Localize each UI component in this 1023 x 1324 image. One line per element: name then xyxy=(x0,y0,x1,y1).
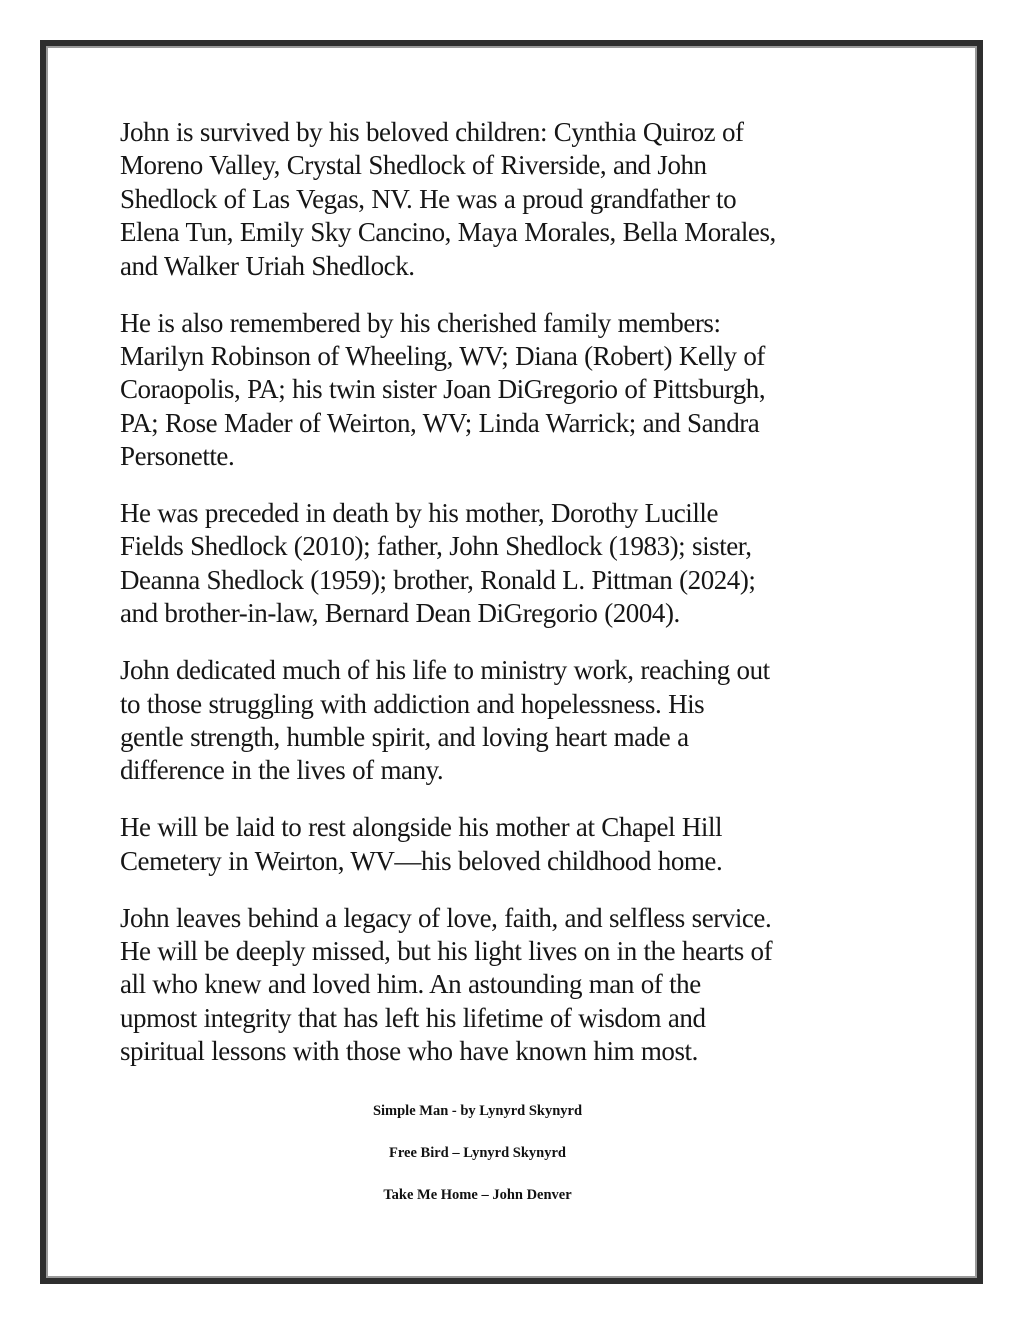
song-list xyxy=(6,1102,949,1228)
text-line: difference in the lives of many. xyxy=(120,755,444,786)
paragraph-preceded-in-death xyxy=(120,497,910,631)
song-item-take-me-home: Take Me Home – John Denver xyxy=(383,1187,572,1203)
text-line: gentle strength, humble spirit, and loving heart made a xyxy=(120,722,689,752)
paragraph-legacy xyxy=(120,902,910,1069)
text-line: all who knew and loved him. An astounding man of the xyxy=(120,969,701,1000)
paragraph-survivors-children xyxy=(120,116,910,283)
text-line: He is also remembered by his cherished family members: xyxy=(120,307,721,338)
text-line: He will be deeply missed, but his light lives on in the hearts of xyxy=(120,936,773,967)
text-line: He was preceded in death by his mother, Dorothy Lucille xyxy=(120,498,718,529)
obituary-body xyxy=(120,116,910,1092)
page-frame xyxy=(40,40,983,1284)
text-line: Moreno Valley, Crystal Shedlock of Riverside, and John xyxy=(120,150,707,181)
text-line: Marilyn Robinson of Wheeling, WV; Diana (Robert) Kelly of xyxy=(120,340,765,371)
text-line: spiritual lessons with those who have known him most. xyxy=(120,1036,698,1067)
text-line: and brother-in-law, Bernard Dean DiGregorio (2004). xyxy=(120,598,680,629)
text-line: PA; Rose Mader of Weirton, WV; Linda Warrick; and Sandra xyxy=(120,407,760,438)
paragraph-family-members xyxy=(120,307,910,474)
text-line: Personette. xyxy=(120,441,235,472)
text-line: John leaves behind a legacy of love, faith, and selfless service. xyxy=(120,902,772,933)
text-line: John is survived by his beloved children: Cynthia Quiroz of xyxy=(120,117,744,147)
text-line: Fields Shedlock (2010); father, John Shedlock (1983); sister, xyxy=(120,531,752,562)
text-line: Shedlock of Las Vegas, NV. He was a proud grandfather to xyxy=(120,183,737,214)
song-item-free-bird: Free Bird – Lynyrd Skynyrd xyxy=(389,1145,566,1161)
text-line: Elena Tun, Emily Sky Cancino, Maya Morales, Bella Morales, xyxy=(120,217,776,248)
paragraph-ministry xyxy=(120,654,910,788)
text-line: and Walker Uriah Shedlock. xyxy=(120,250,415,281)
text-line: Deanna Shedlock (1959); brother, Ronald L. Pittman (2024); xyxy=(120,564,756,595)
song-item-simple-man: Simple Man - by Lynyrd Skynyrd xyxy=(372,1103,583,1119)
text-line: upmost integrity that has left his lifetime of wisdom and xyxy=(120,1002,706,1033)
text-line: John dedicated much of his life to ministry work, reaching out xyxy=(120,655,770,686)
text-line: to those struggling with addiction and hopelessness. His xyxy=(120,688,705,719)
text-line: Coraopolis, PA; his twin sister Joan DiGregorio of Pittsburgh, xyxy=(120,374,766,405)
paragraph-burial xyxy=(120,811,910,878)
text-line: He will be laid to rest alongside his mother at Chapel Hill xyxy=(120,812,723,843)
text-line: Cemetery in Weirton, WV—his beloved childhood home. xyxy=(120,845,723,876)
